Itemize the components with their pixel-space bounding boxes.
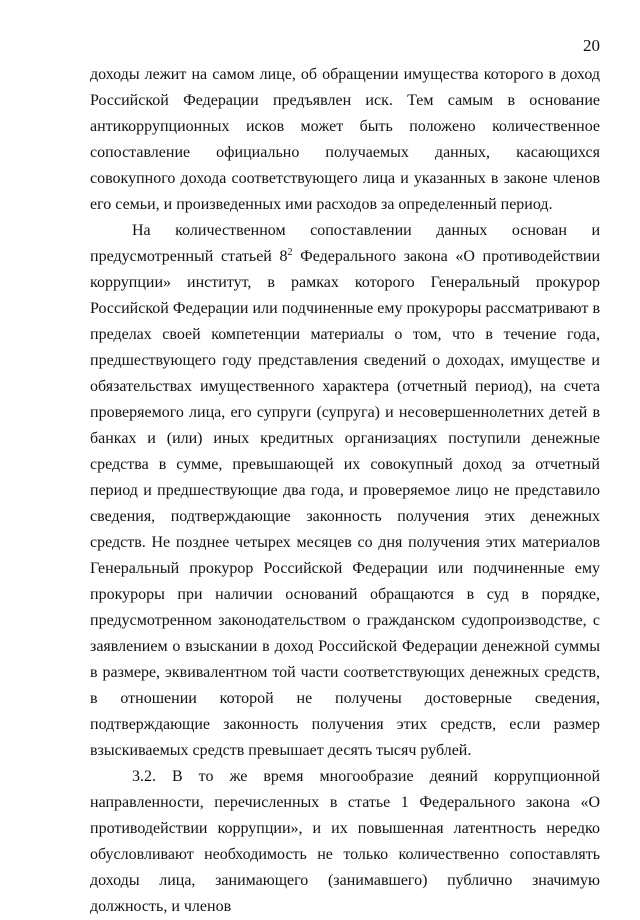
paragraph-continuation: доходы лежит на самом лице, об обращении имущества которого в доход Российской Федерации предъявлен иск. Тем самым в основание антикоррупционных исков может быть положено количественное сопоставление официально получаемых данных, касающихся совокупного дохода соответствующего лица и указанных в законе членов его семьи, и произведенных ими расходов за определенный период. (90, 66, 600, 213)
superscript-2: 2 (287, 247, 293, 258)
paragraph-text-end: Федерального закона «О противодействии коррупции» институт, в рамках которого Генеральный прокурор Российской Федерации или подчиненные ему прокуроры рассматривают в пределах своей компетенции материалы о том, что в течение года, предшествующего году представления сведений о доходах, имуществе и обязательствах имущественного характера (отчетный период), на счета проверяемого лица, его супруги (супруга) и несовершеннолетних детей в банках и (или) иных кредитных организациях поступили денежные средства в сумме, превышающей их совокупный доход за отчетный период и предшествующие два года, и проверяемое лицо не представило сведения, подтверждающие законность получения этих денежных средств. Не позднее четырех месяцев со дня получения этих материалов Генеральный прокурор Российской Федерации или подчиненные ему прокуроры при наличии оснований обращаются в суд в порядке, предусмотренном законодательством о гражданском судопроизводстве, с заявлением о взыскании в доход Российской Федерации денежной суммы в размере, эквивалентном той части соответствующих денежных средств, в отношении которой не получены достоверные сведения, подтверждающие законность получения этих средств, если размер взыскиваемых средств превышает десять тысяч рублей. (90, 248, 601, 759)
paragraph-article-8-2 (90, 218, 600, 764)
paragraph-text-start: На количественном сопоставлении данных основан и предусмотренный статьей 8 (90, 222, 600, 265)
paragraph-section-3-2: 3.2. В то же время многообразие деяний коррупционной направленности, перечисленных в статье 1 Федерального закона «О противодействии коррупции», и их повышенная латентность нередко обусловливают необходимость не только количественно сопоставлять доходы лица, занимающего (занимавшего) публично значимую должность, и членов (90, 768, 600, 915)
body-text (90, 62, 600, 920)
page-number: 20 (583, 36, 600, 55)
